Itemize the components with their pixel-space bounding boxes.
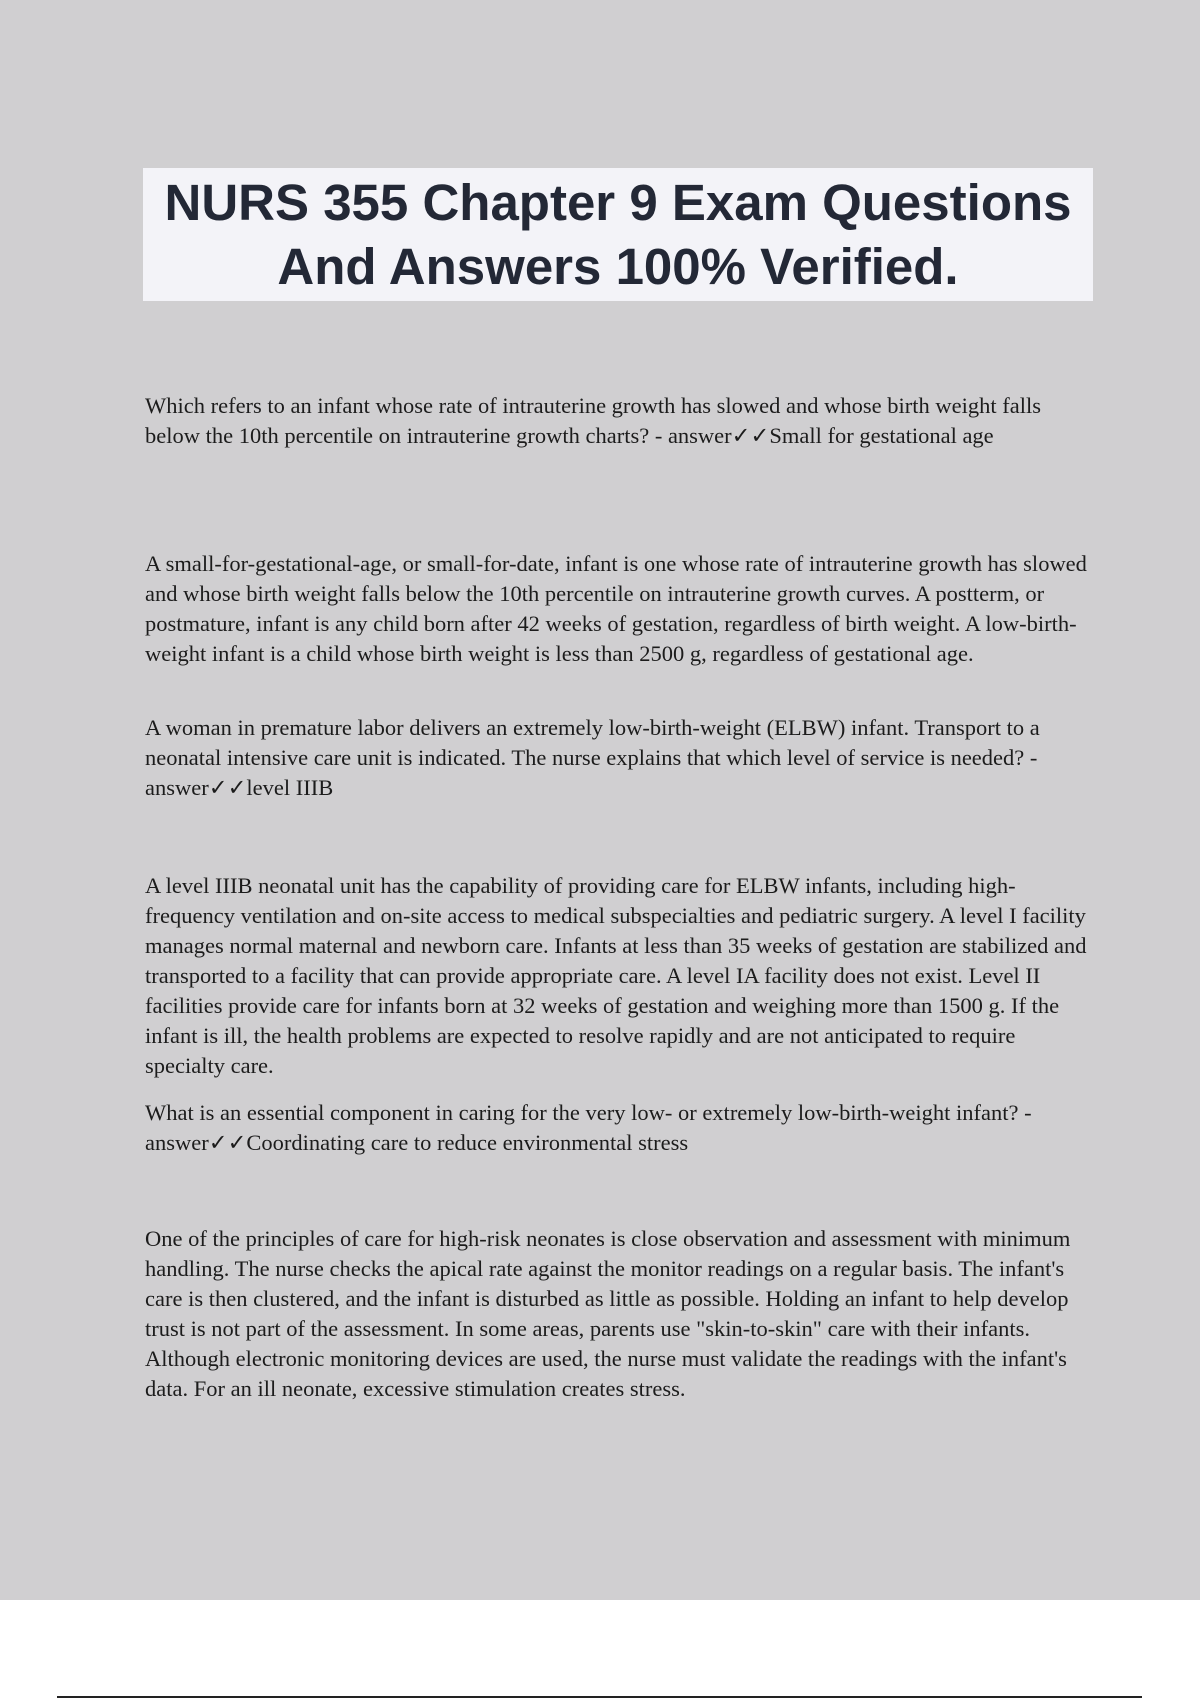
question-1: Which refers to an infant whose rate of intrauterine growth has slowed and whose birth weight falls below the 10th percentile on intrauterine growth charts? - answer✓✓Small for gestational age bbox=[145, 393, 1041, 448]
question-2: A woman in premature labor delivers an extremely low-birth-weight (ELBW) infant. Transport to a neonatal intensive care unit is indicated. The nurse explains that which level of service is needed? - answer✓✓level IIIB bbox=[145, 715, 1040, 800]
title-line-1: NURS 355 Chapter 9 Exam Questions bbox=[164, 173, 1072, 231]
explanation-3: One of the principles of care for high-risk neonates is close observation and assessment with minimum handling. The nurse checks the apical rate against the monitor readings on a regular basis. The infant's care is then clustered, and the infant is disturbed as little as possible. Holding an infant to help develop trust is not part of the assessment. In some areas, parents use "skin-to-skin" care with their infants. Although electronic monitoring devices are used, the nurse must validate the readings with the infant's data. For an ill neonate, excessive stimulation creates stress. bbox=[145, 1226, 1071, 1401]
explanation-1: A small-for-gestational-age, or small-for-date, infant is one whose rate of intrauterine growth has slowed and whose birth weight falls below the 10th percentile on intrauterine growth curves. A postterm, or postmature, infant is any child born after 42 weeks of gestation, regardless of birth weight. A low-birth-weight infant is a child whose birth weight is less than 2500 g, regardless of gestational age. bbox=[145, 551, 1087, 666]
document-title bbox=[143, 168, 1093, 301]
explanation-2: A level IIIB neonatal unit has the capability of providing care for ELBW infants, including high-frequency ventilation and on-site access to medical subspecialties and pediatric surgery. A level I facility manages normal maternal and newborn care. Infants at less than 35 weeks of gestation are stabilized and transported to a facility that can provide appropriate care. A level IA facility does not exist. Level II facilities provide care for infants born at 32 weeks of gestation and weighing more than 1500 g. If the infant is ill, the health problems are expected to resolve rapidly and are not anticipated to require specialty care. bbox=[145, 873, 1087, 1078]
title-line-2: And Answers 100% Verified. bbox=[277, 237, 959, 295]
footer-divider bbox=[57, 1696, 1142, 1698]
question-3: What is an essential component in caring for the very low- or extremely low-birth-weight infant? - answer✓✓Coordinating care to reduce environmental stress bbox=[145, 1100, 1032, 1155]
